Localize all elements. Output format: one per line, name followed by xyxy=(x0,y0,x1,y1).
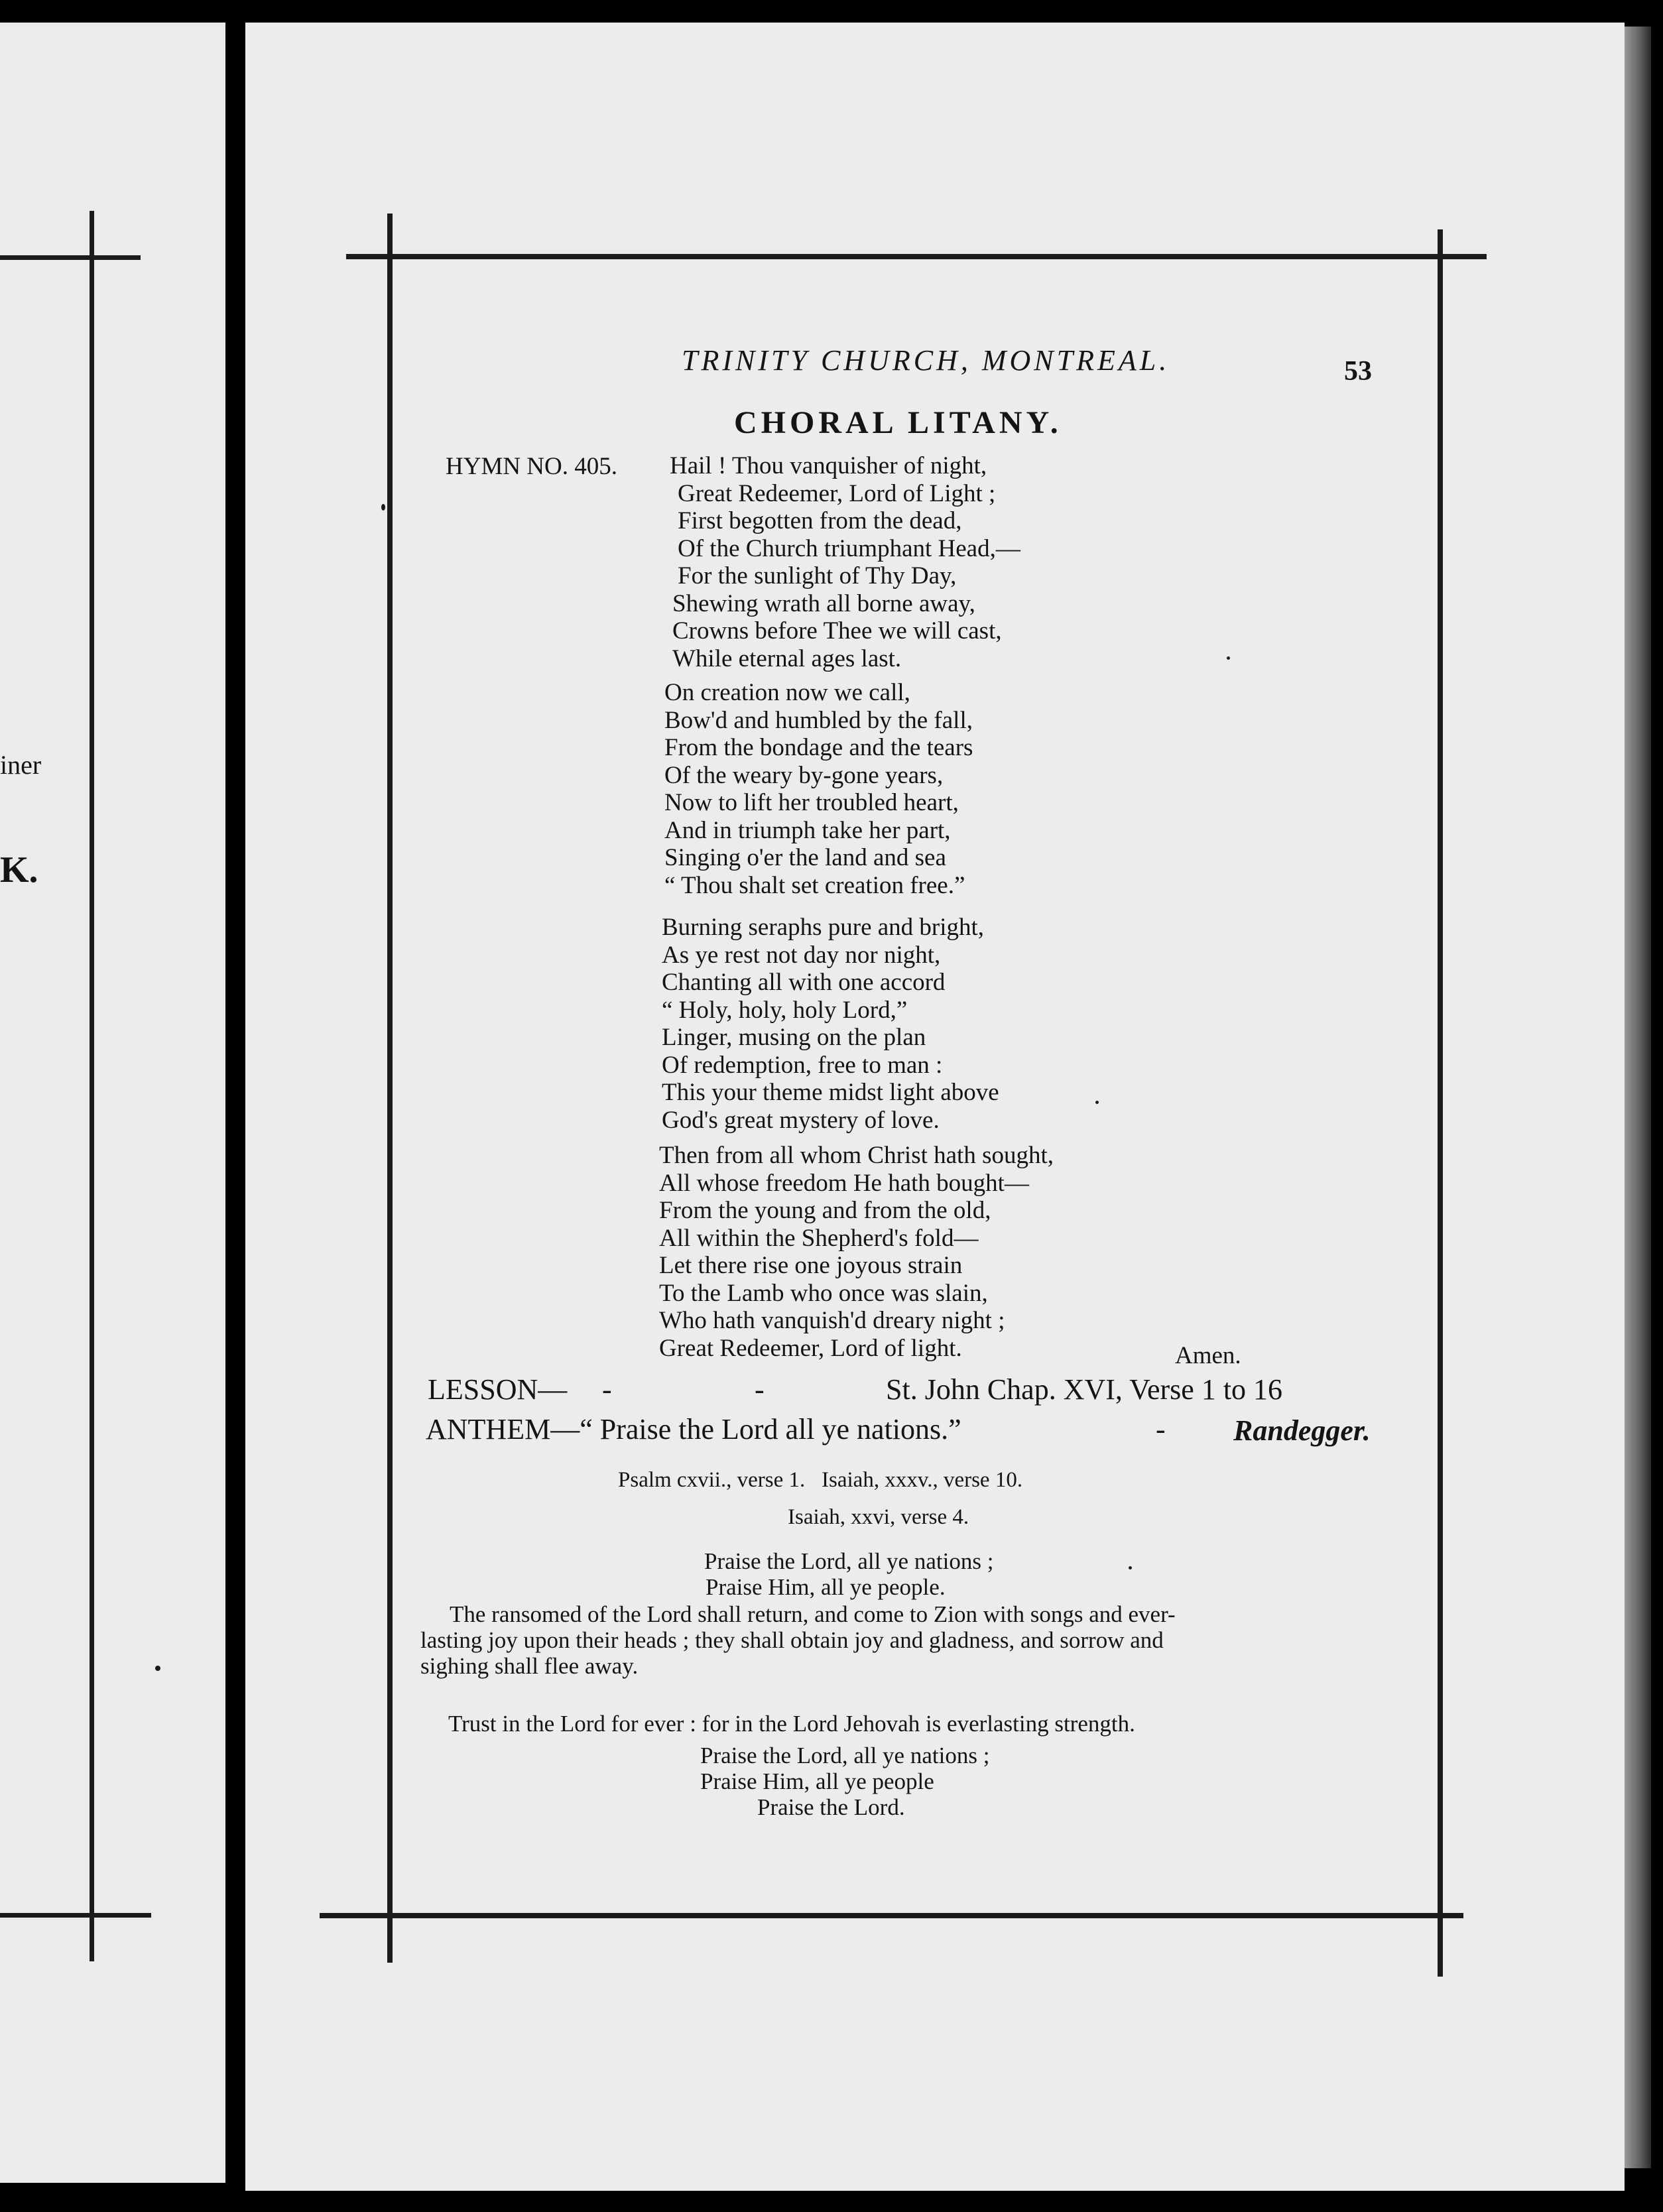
verse-line: This your theme midst light above xyxy=(662,1079,999,1106)
page-edge xyxy=(1625,27,1651,2168)
verse-line: Chanting all with one accord xyxy=(662,969,946,996)
scripture-refs-line-2: Isaiah, xxvi, verse 4. xyxy=(788,1505,969,1529)
paragraph-line: The ransomed of the Lord shall return, and come to Zion with songs and ever- xyxy=(450,1601,1176,1627)
verse-line: Great Redeemer, Lord of light. xyxy=(659,1334,962,1362)
refrain-line: Praise Him, all ye people xyxy=(700,1768,934,1794)
lesson-dash: - xyxy=(602,1373,612,1406)
refrain-line: Praise Him, all ye people. xyxy=(706,1574,946,1600)
anthem-paragraph-1 xyxy=(420,1601,1176,1679)
speck xyxy=(1129,1566,1132,1569)
verse-line: Singing o'er the land and sea xyxy=(664,844,946,871)
verse-line: On creation now we call, xyxy=(664,679,910,706)
amen: Amen. xyxy=(1175,1342,1241,1369)
verse-line: Shewing wrath all borne away, xyxy=(672,589,975,617)
anthem-dash: - xyxy=(1156,1413,1166,1445)
left-page-fragment-2: K. xyxy=(0,849,38,891)
verse-line: Of the Church triumphant Head,— xyxy=(678,534,1020,562)
scripture-refs-line-1: Psalm cxvii., verse 1. Isaiah, xxxv., verse 10. xyxy=(618,1468,1023,1492)
page-number: 53 xyxy=(1344,356,1372,387)
left-page xyxy=(0,23,225,2183)
verse-line: From the bondage and the tears xyxy=(664,734,973,761)
anthem-paragraph-2: Trust in the Lord for ever : for in the Lord Jehovah is everlasting strength. xyxy=(448,1711,1135,1737)
left-frame-top-rule xyxy=(0,255,141,260)
speck xyxy=(381,504,385,511)
verse-line: To the Lamb who once was slain, xyxy=(659,1279,988,1307)
verse-line: Of the weary by-gone years, xyxy=(664,761,944,789)
left-page-speck xyxy=(155,1666,160,1671)
refrain-2 xyxy=(700,1743,989,1820)
verse-line: Let there rise one joyous strain xyxy=(659,1252,963,1279)
refrain-line: Praise the Lord, all ye nations ; xyxy=(700,1743,990,1768)
refrain-1 xyxy=(704,1548,993,1600)
hymn-label: HYMN NO. 405. xyxy=(446,453,617,480)
left-frame-vertical-rule xyxy=(90,211,94,1961)
left-page-fragment-1: iner xyxy=(0,750,42,780)
section-title: CHORAL LITANY. xyxy=(734,405,1062,440)
hymn-stanza-2 xyxy=(664,679,973,899)
anthem-label: ANTHEM—“ Praise the Lord all ye nations.” xyxy=(426,1413,961,1445)
lesson-label: LESSON— xyxy=(428,1373,568,1406)
verse-line: “ Holy, holy, holy Lord,” xyxy=(662,996,908,1024)
speck xyxy=(1095,1101,1099,1104)
verse-line: While eternal ages last. xyxy=(672,645,902,672)
verse-line: All within the Shepherd's fold— xyxy=(659,1224,979,1252)
lesson-dash: - xyxy=(755,1373,765,1406)
verse-line: “ Thou shalt set creation free.” xyxy=(664,871,965,899)
frame-bottom-rule xyxy=(320,1913,1463,1918)
verse-line: Now to lift her troubled heart, xyxy=(664,789,959,816)
anthem-composer: Randegger. xyxy=(1233,1414,1371,1447)
hymn-stanza-3 xyxy=(662,914,999,1134)
verse-line: Then from all whom Christ hath sought, xyxy=(659,1142,1054,1169)
running-title: TRINITY CHURCH, MONTREAL. xyxy=(682,344,1170,377)
verse-line: Bow'd and humbled by the fall, xyxy=(664,706,973,734)
verse-line: Great Redeemer, Lord of Light ; xyxy=(678,479,996,507)
verse-line: All whose freedom He hath bought— xyxy=(659,1169,1029,1197)
paragraph-line: sighing shall flee away. xyxy=(420,1653,639,1679)
verse-line: Crowns before Thee we will cast, xyxy=(672,617,1002,645)
verse-line: Of redemption, free to man : xyxy=(662,1051,943,1079)
verse-line: As ye rest not day nor night, xyxy=(662,941,941,969)
paragraph-line: lasting joy upon their heads ; they shall obtain joy and gladness, and sorrow and xyxy=(420,1627,1164,1653)
verse-line: And in triumph take her part, xyxy=(664,816,951,844)
frame-right-rule xyxy=(1438,229,1443,1977)
hymn-stanza-1 xyxy=(670,452,1020,672)
verse-line: From the young and from the old, xyxy=(659,1197,991,1224)
refrain-line: Praise the Lord. xyxy=(757,1794,905,1820)
verse-line: Burning seraphs pure and bright, xyxy=(662,914,985,941)
verse-line: God's great mystery of love. xyxy=(662,1106,940,1134)
speck xyxy=(1227,656,1230,660)
hymn-stanza-4 xyxy=(659,1142,1054,1362)
verse-line: First begotten from the dead, xyxy=(678,507,962,534)
left-frame-bottom-rule xyxy=(0,1913,151,1918)
refrain-line: Praise the Lord, all ye nations ; xyxy=(704,1548,994,1574)
verse-line: Who hath vanquish'd dreary night ; xyxy=(659,1307,1005,1334)
frame-left-rule xyxy=(387,214,393,1963)
verse-line: Hail ! Thou vanquisher of night, xyxy=(670,452,987,479)
verse-line: Linger, musing on the plan xyxy=(662,1024,926,1051)
lesson-reference: St. John Chap. XVI, Verse 1 to 16 xyxy=(886,1373,1283,1406)
verse-line: For the sunlight of Thy Day, xyxy=(678,562,957,589)
frame-top-rule xyxy=(346,254,1487,259)
